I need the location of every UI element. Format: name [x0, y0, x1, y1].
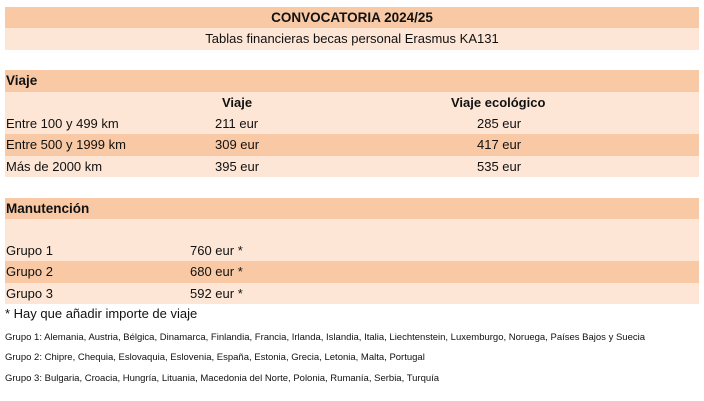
- group-label: Grupo 3: [6, 286, 53, 301]
- group-country-list: Grupo 2: Chipre, Chequia, Eslovaquia, Eslovenia, España, Estonia, Grecia, Letonia, Malta, Portugal: [5, 352, 425, 363]
- subsistence-section-title: Manutención: [6, 201, 90, 216]
- distance-range: Entre 100 y 499 km: [6, 116, 119, 131]
- travel-amount: 395 eur: [215, 159, 260, 174]
- table-row: [5, 283, 699, 304]
- group-label: Grupo 1: [6, 243, 53, 258]
- subtitle-band: [5, 28, 699, 50]
- table-row: [5, 113, 699, 134]
- group-country-list: Grupo 1: Alemania, Austria, Bélgica, Dinamarca, Finlandia, Francia, Irlanda, Islandia, Italia, Liechtenstein, Luxemburgo, Noruega, Países Bajos y Suecia: [5, 332, 646, 343]
- group-amount: 760 eur *: [190, 243, 243, 258]
- column-header-green-travel: Viaje ecológico: [451, 95, 546, 110]
- group-country-list: Grupo 3: Bulgaria, Croacia, Hungría, Lituania, Macedonia del Norte, Polonia, Rumanía, Serbia, Turquía: [5, 373, 440, 384]
- table-row: [5, 261, 699, 283]
- distance-range: Entre 500 y 1999 km: [6, 137, 126, 152]
- page-title: CONVOCATORIA 2024/25: [271, 10, 433, 25]
- travel-amount: 309 eur: [215, 137, 260, 152]
- green-travel-amount: 285 eur: [477, 116, 522, 131]
- travel-section-header: [5, 70, 699, 92]
- page-subtitle: Tablas financieras becas personal Erasmus KA131: [205, 31, 499, 46]
- travel-section-title: Viaje: [6, 73, 38, 88]
- subsistence-section-header: [5, 198, 699, 219]
- table-row: [5, 134, 699, 156]
- column-header-travel: Viaje: [222, 95, 253, 110]
- group-amount: 680 eur *: [190, 264, 243, 279]
- table-row: [5, 240, 699, 261]
- distance-range: Más de 2000 km: [6, 159, 103, 174]
- travel-note: * Hay que añadir importe de viaje: [5, 306, 198, 321]
- subsistence-spacer-row: [5, 219, 699, 240]
- title-band: [5, 7, 699, 28]
- group-amount: 592 eur *: [190, 286, 243, 301]
- green-travel-amount: 535 eur: [477, 159, 522, 174]
- table-row: [5, 156, 699, 177]
- group-label: Grupo 2: [6, 264, 53, 279]
- green-travel-amount: 417 eur: [477, 137, 522, 152]
- travel-amount: 211 eur: [215, 116, 259, 131]
- travel-column-header-row: [5, 92, 699, 113]
